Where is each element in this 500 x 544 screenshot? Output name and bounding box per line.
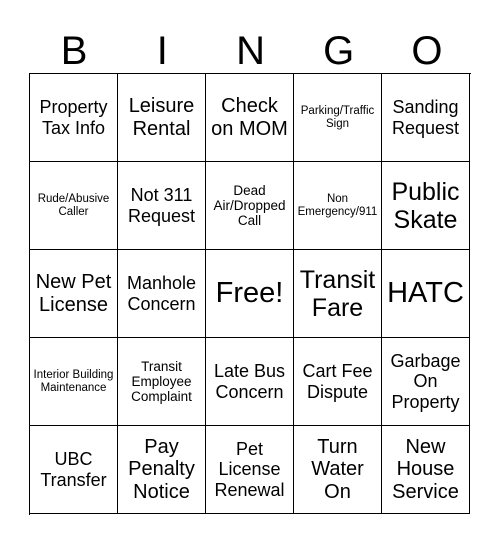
header-letter-i: I — [156, 29, 168, 73]
bingo-header — [30, 28, 471, 74]
bingo-cell[interactable]: Rude/Abusive Caller — [30, 162, 118, 250]
bingo-cell[interactable]: Dead Air/Dropped Call — [206, 162, 294, 250]
header-letter-g: G — [323, 29, 355, 73]
bingo-card-grid — [29, 73, 471, 515]
bingo-cell[interactable]: Non Emergency/911 — [294, 162, 382, 250]
bingo-cell[interactable]: New Pet License — [30, 250, 118, 338]
bingo-cell[interactable]: Manhole Concern — [118, 250, 206, 338]
bingo-cell[interactable]: Pay Penalty Notice — [118, 426, 206, 514]
bingo-cell[interactable]: Transit Fare — [294, 250, 382, 338]
bingo-cell[interactable]: Public Skate — [382, 162, 470, 250]
bingo-cell[interactable]: Transit Employee Complaint — [118, 338, 206, 426]
bingo-cell[interactable]: UBC Transfer — [30, 426, 118, 514]
bingo-cell[interactable]: Not 311 Request — [118, 162, 206, 250]
bingo-cell[interactable]: Leisure Rental — [118, 74, 206, 162]
header-letter-b: B — [60, 29, 88, 73]
bingo-cell[interactable]: Turn Water On — [294, 426, 382, 514]
bingo-cell[interactable]: Check on MOM — [206, 74, 294, 162]
bingo-cell[interactable]: New House Service — [382, 426, 470, 514]
bingo-cell[interactable]: Sanding Request — [382, 74, 470, 162]
bingo-cell[interactable]: HATC — [382, 250, 470, 338]
bingo-cell[interactable]: Garbage On Property — [382, 338, 470, 426]
header-letter-o: O — [411, 29, 443, 73]
bingo-cell[interactable]: Pet License Renewal — [206, 426, 294, 514]
free-space-cell[interactable]: Free! — [206, 250, 294, 338]
bingo-cell[interactable]: Property Tax Info — [30, 74, 118, 162]
bingo-cell[interactable]: Cart Fee Dispute — [294, 338, 382, 426]
header-letter-n: N — [236, 29, 265, 73]
bingo-cell[interactable]: Parking/Traffic Sign — [294, 74, 382, 162]
bingo-cell[interactable]: Late Bus Concern — [206, 338, 294, 426]
bingo-cell[interactable]: Interior Building Maintenance — [30, 338, 118, 426]
